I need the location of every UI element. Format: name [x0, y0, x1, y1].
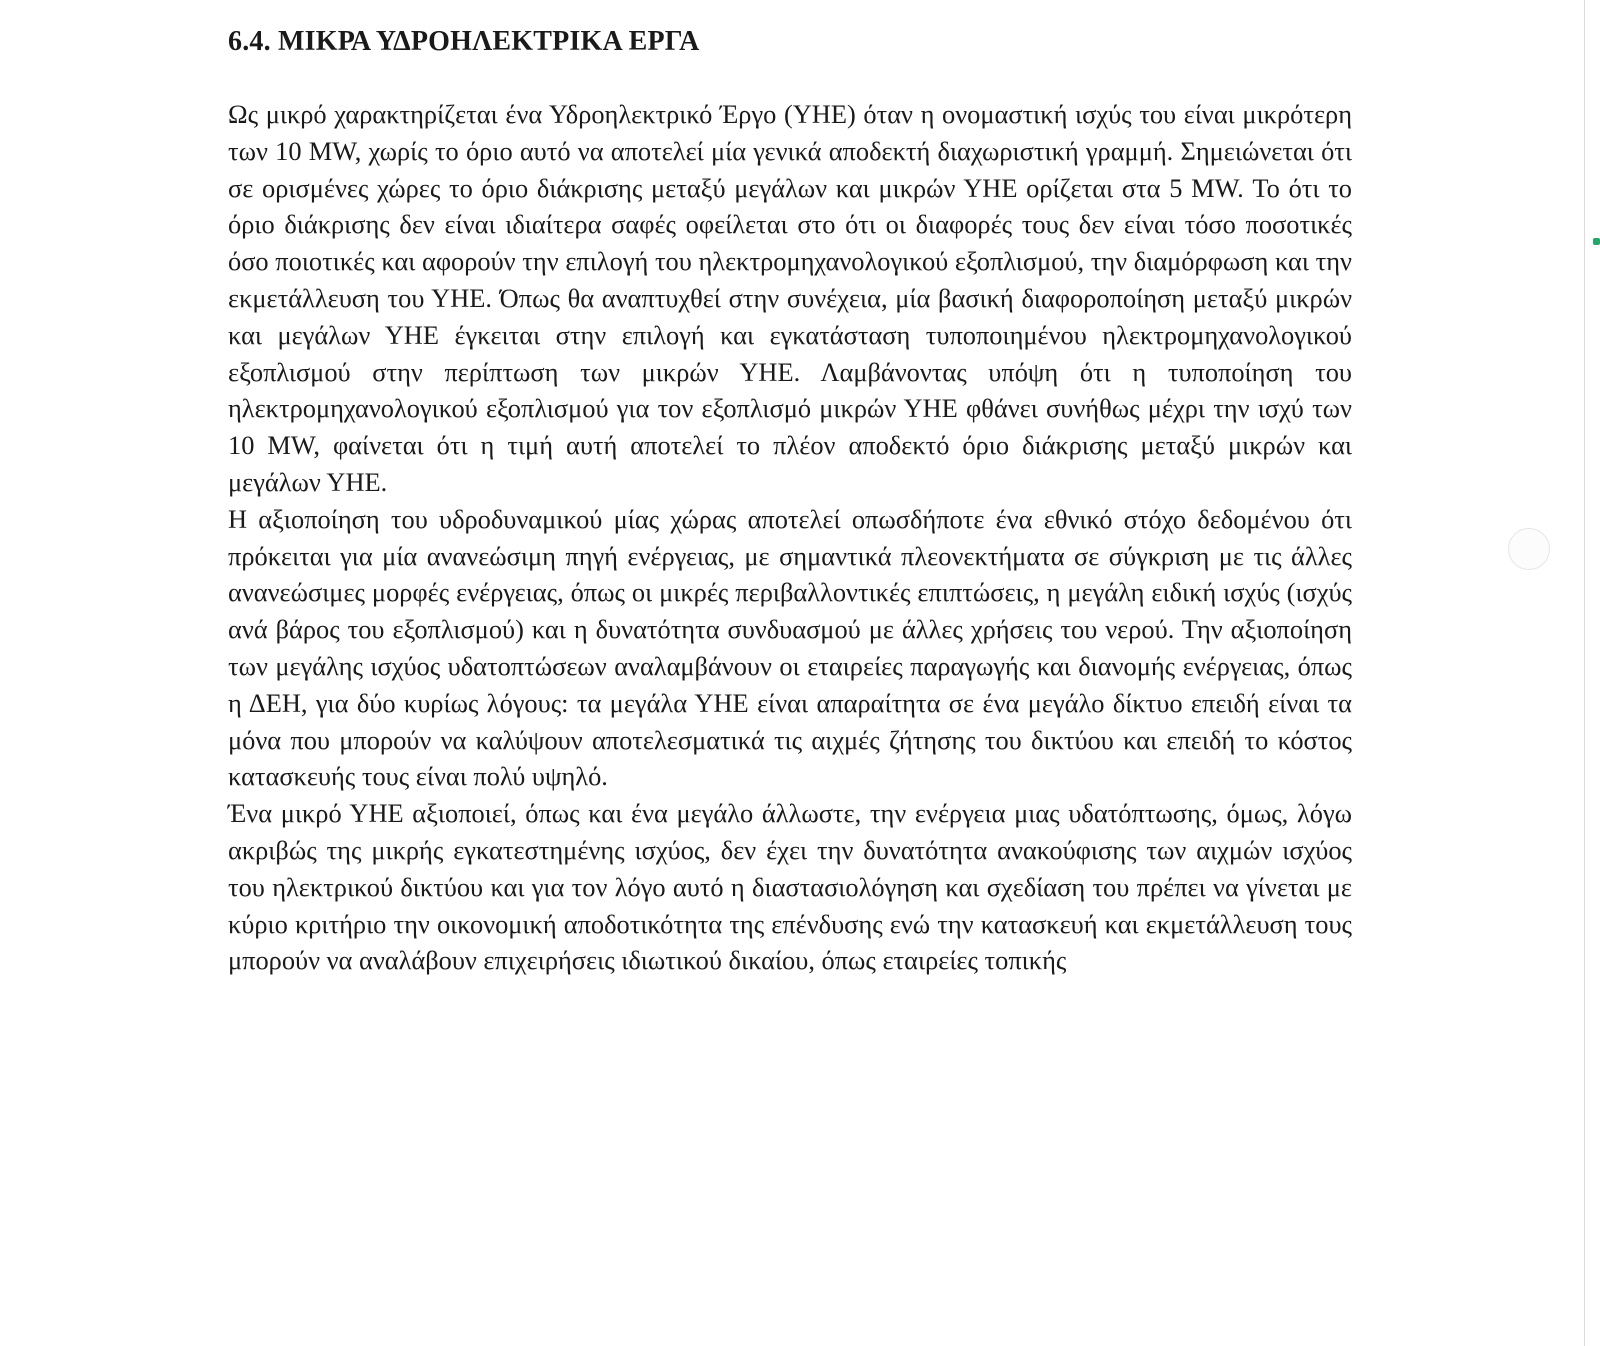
paragraph-definition: Ως μικρό χαρακτηρίζεται ένα Υδροηλεκτρικό Έργο (ΥΗΕ) όταν η ονομαστική ισχύς του είναι μικρότερη των 10 MW, χωρίς το όριο αυτό να αποτελεί μία γενικά αποδεκτή διαχωριστική γραμμή. Σημειώνεται ότι σε ορισμένες χώρες το όριο διάκρισης μεταξύ μεγάλων και μικρών ΥΗΕ ορίζεται στα 5 MW. Το ότι το όριο διάκρισης δεν είναι ιδιαίτερα σαφές οφείλεται στο ότι οι διαφορές τους δεν είναι τόσο ποσοτικές όσο ποιοτικές και αφορούν την επιλογή του ηλεκτρομηχανολογικού εξοπλισμού, την διαμόρφωση και την εκμετάλλευση του ΥΗΕ. Όπως θα αναπτυχθεί στην συνέχεια, μία βασική διαφοροποίηση μεταξύ μικρών και μεγάλων ΥΗΕ έγκειται στην επιλογή και εγκατάσταση τυποποιημένου ηλεκτρομηχανολογικού εξοπλισμού στην περίπτωση των μικρών ΥΗΕ. Λαμβάνοντας υπόψη ότι η τυποποίηση του ηλεκτρομηχανολογικού εξοπλισμού για τον εξοπλισμό μικρών ΥΗΕ φθάνει συνήθως μέχρι την ισχύ των 10 MW, φαίνεται ότι η τιμή αυτή αποτελεί το πλέον αποδεκτό όριο διάκρισης μεταξύ μικρών και μεγάλων ΥΗΕ.	[228, 99, 1352, 497]
paragraph-hydro-potential: Η αξιοποίηση του υδροδυναμικού μίας χώρας αποτελεί οπωσδήποτε ένα εθνικό στόχο δεδομένου ότι πρόκειται για μία ανανεώσιμη πηγή ενέργειας, με σημαντικά πλεονεκτήματα σε σύγκριση με τις άλλες ανανεώσιμες μορφές ενέργειας, όπως οι μικρές περιβαλλοντικές επιπτώσεις, η μεγάλη ειδική ισχύς (ισχύς ανά βάρος του εξοπλισμού) και η δυνατότητα συνδυασμού με άλλες χρήσεις του νερού. Την αξιοποίηση των μεγάλης ισχύος υδατοπτώσεων αναλαμβάνουν οι εταιρείες παραγωγής και διανομής ενέργειας, όπως η ΔΕΗ, για δύο κυρίως λόγους: τα μεγάλα ΥΗΕ είναι απαραίτητα σε ένα μεγάλο δίκτυο επειδή είναι τα μόνα που μπορούν να καλύψουν αποτελεσματικά τις αιχμές ζήτησης του δικτύου και επειδή το κόστος κατασκευής τους είναι πολύ υψηλό.	[228, 503, 1352, 792]
paragraph-small-plant: Ένα μικρό ΥΗΕ αξιοποιεί, όπως και ένα μεγάλο άλλωστε, την ενέργεια μιας υδατόπτωσης, όμως, λόγω ακριβώς της μικρής εγκατεστημένης ισχύος, δεν έχει την δυνατότητα ανακούφισης των αιχμών ισχύος του ηλεκτρικού δικτύου και για τον λόγο αυτό η διαστασιολόγηση και σχεδίαση του πρέπει να γίνεται με κύριο κριτήριο την οικονομική αποδοτικότητα της επένδυσης ενώ την κατασκευή και εκμετάλλευση τους μπορούν να αναλάβουν επιχειρήσεις ιδιωτικού δικαίου, όπως εταιρείες τοπικής	[228, 798, 1352, 976]
body-text	[228, 96, 1352, 979]
page-edge-line	[1584, 0, 1585, 1346]
green-scan-mark	[1593, 238, 1600, 245]
section-heading: 6.4. ΜΙΚΡΑ ΥΔΡΟΗΛΕΚΤΡΙΚΑ ΕΡΓΑ	[228, 26, 700, 57]
punch-hole-mark	[1508, 528, 1550, 570]
